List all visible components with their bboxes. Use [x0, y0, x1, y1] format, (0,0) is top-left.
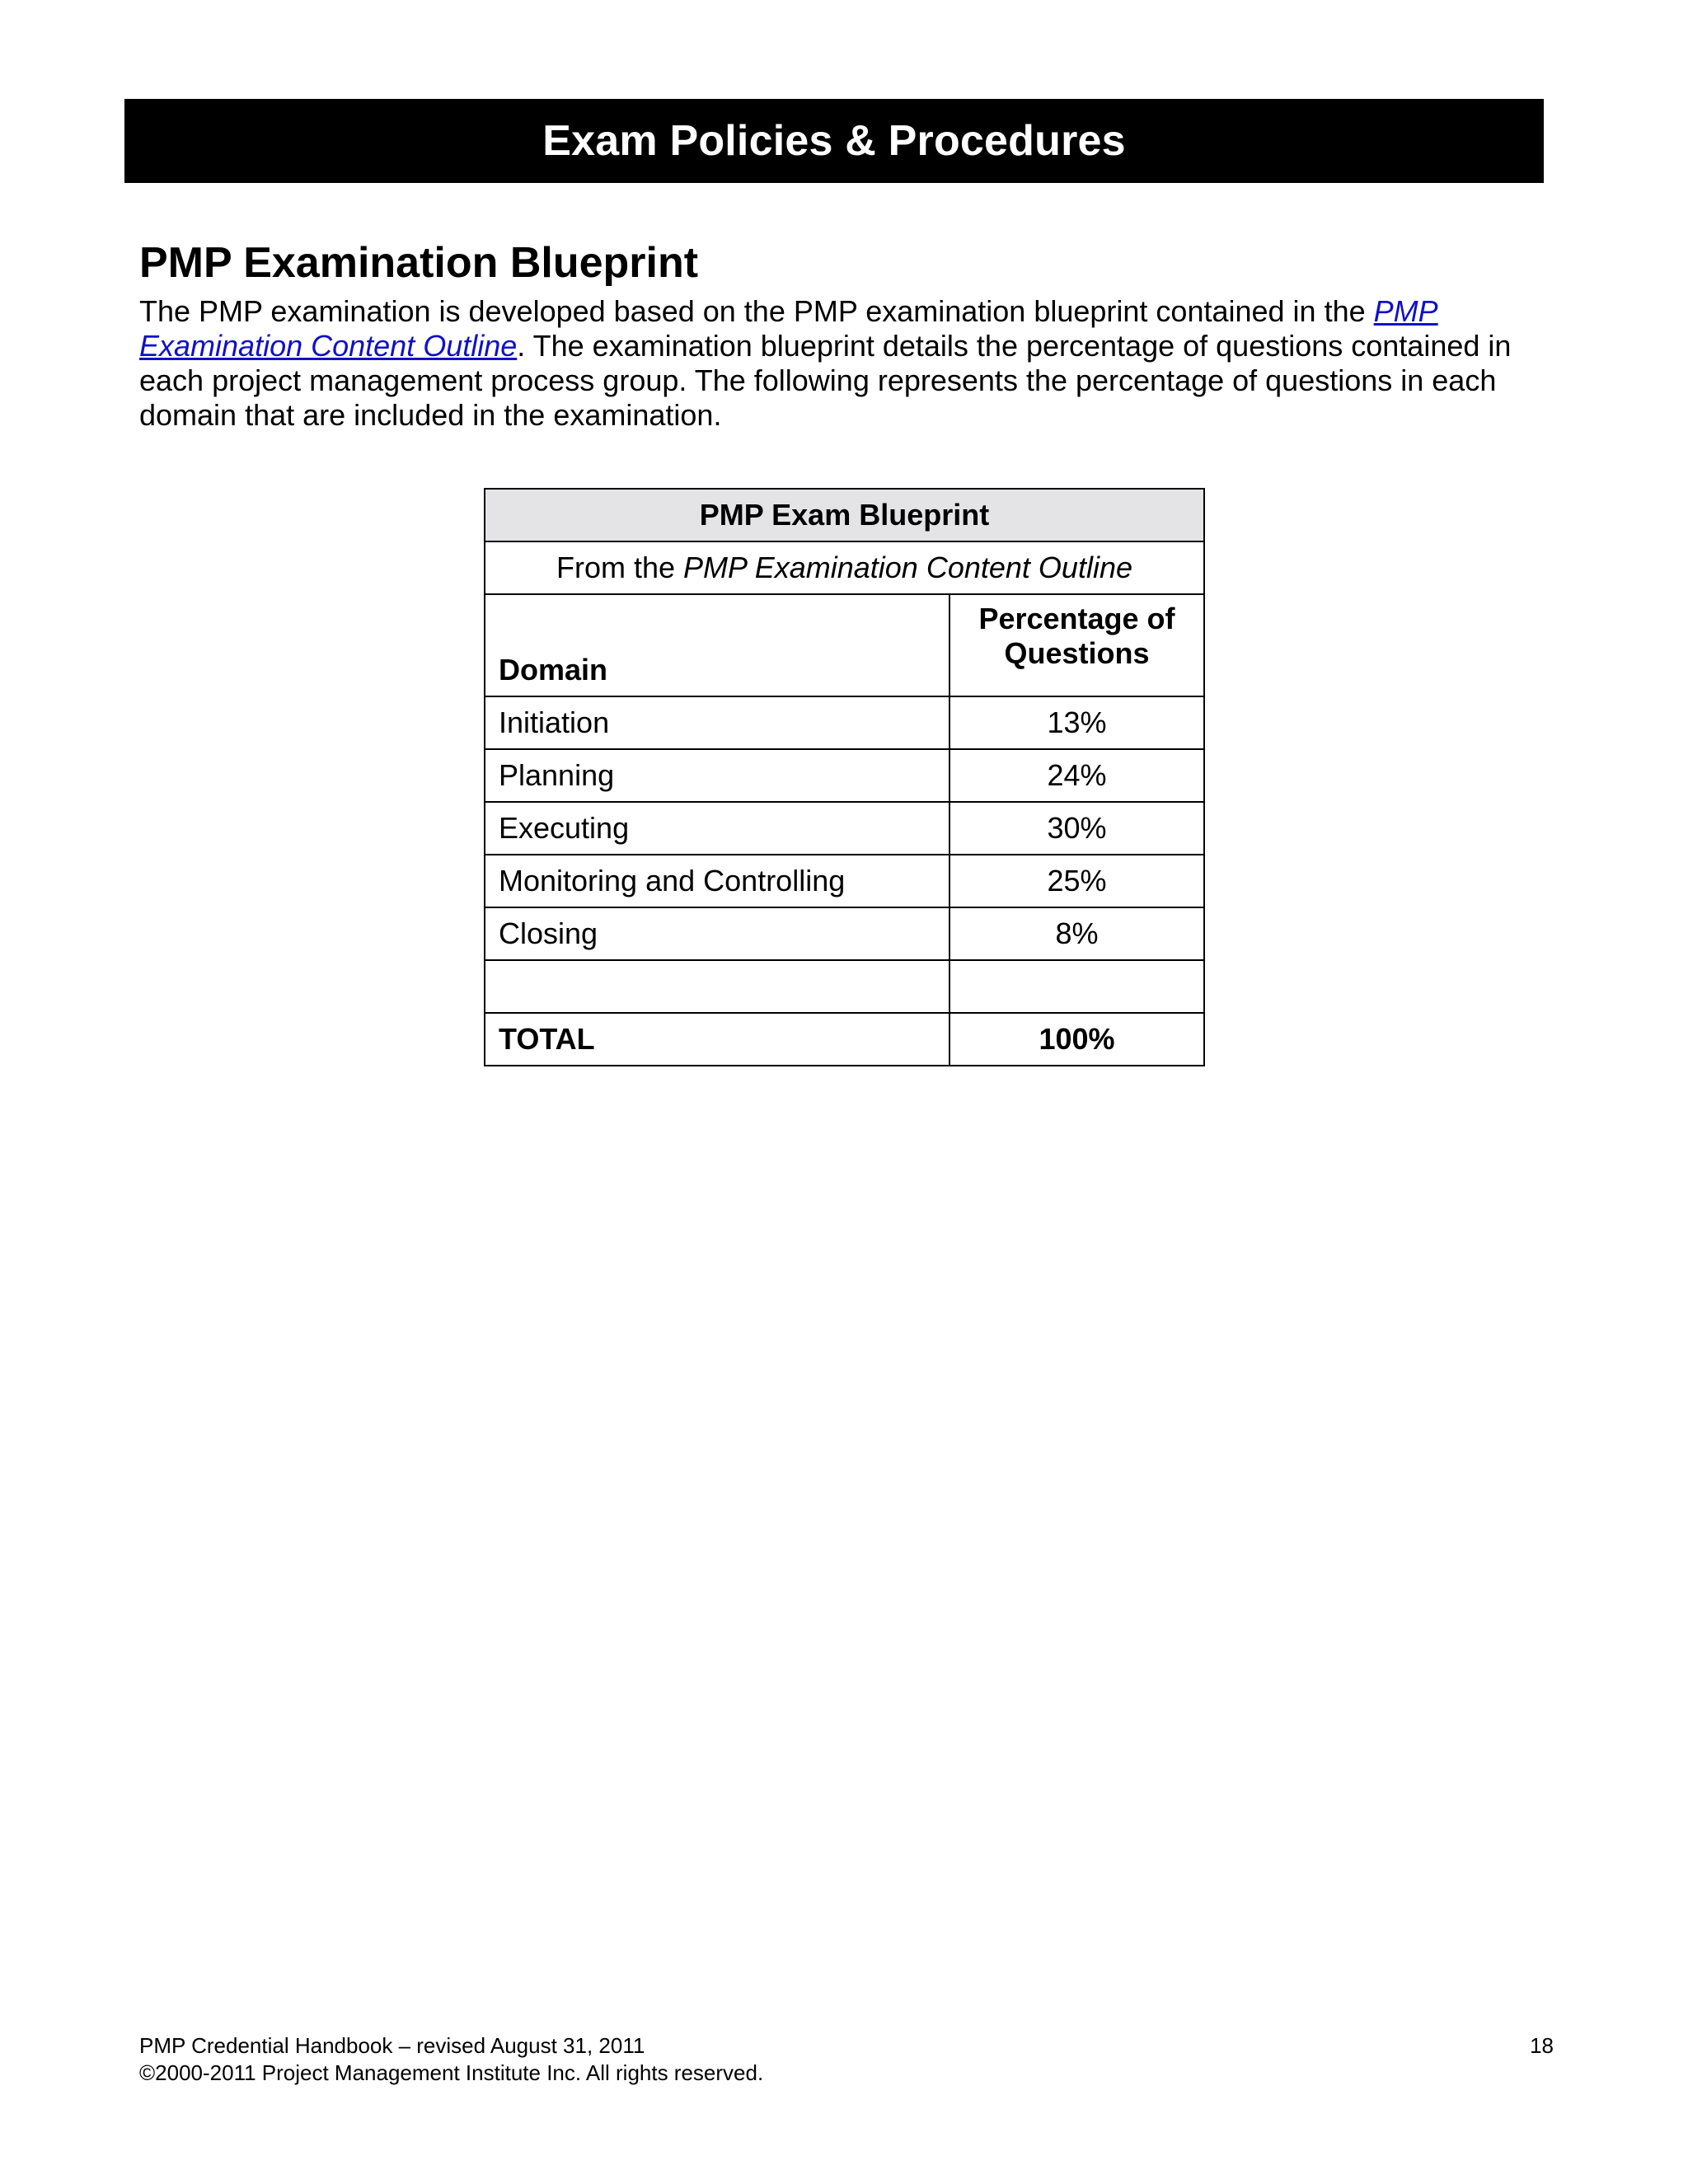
column-header-domain: Domain: [485, 594, 950, 696]
table-title: PMP Exam Blueprint: [485, 489, 1204, 541]
page-number: 18: [1530, 2033, 1554, 2058]
banner-title: Exam Policies & Procedures: [542, 117, 1126, 165]
percentage-cell: 13%: [950, 696, 1204, 749]
intro-text-before-link: The PMP examination is developed based on the PMP examination blueprint contained in the: [139, 294, 1374, 328]
table-subtitle-row: [485, 541, 1204, 594]
domain-cell: Initiation: [485, 696, 950, 749]
table-row: [485, 855, 1204, 907]
table-total-row: [485, 1013, 1204, 1066]
table-subtitle-prefix: From the: [556, 551, 684, 584]
domain-cell: Closing: [485, 907, 950, 960]
total-value: 100%: [950, 1013, 1204, 1066]
column-header-percentage-line2: Questions: [1004, 636, 1150, 670]
blueprint-table: [484, 488, 1205, 1066]
column-header-percentage-line1: Percentage of: [978, 602, 1175, 635]
table-subtitle-source: PMP Examination Content Outline: [683, 551, 1132, 584]
content-outline-link[interactable]: PMP Examination Content Outline: [139, 294, 1438, 363]
domain-cell: Executing: [485, 802, 950, 855]
table-subtitle: [485, 541, 1204, 594]
footer: [139, 2032, 763, 2087]
percentage-cell: 8%: [950, 907, 1204, 960]
domain-cell: Planning: [485, 749, 950, 802]
percentage-cell: [950, 960, 1204, 1013]
column-header-percentage: [950, 594, 1204, 696]
section-banner: [124, 99, 1544, 183]
table-row: [485, 907, 1204, 960]
table-row: [485, 749, 1204, 802]
intro-text-after-link: . The examination blueprint details the percentage of questions contained in each project management process group. The following represents the percentage of questions in each domain that are included in the examination.: [139, 329, 1512, 432]
footer-copyright: ©2000-2011 Project Management Institute Inc. All rights reserved.: [139, 2060, 764, 2085]
total-label: TOTAL: [485, 1013, 950, 1066]
domain-cell: Monitoring and Controlling: [485, 855, 950, 907]
percentage-cell: 24%: [950, 749, 1204, 802]
table-header-row: [485, 594, 1204, 696]
table-row: [485, 802, 1204, 855]
table-title-row: [485, 489, 1204, 541]
table-row-empty: [485, 960, 1204, 1013]
intro-paragraph: [139, 294, 1557, 433]
domain-cell: [485, 960, 950, 1013]
percentage-cell: 25%: [950, 855, 1204, 907]
table-row: [485, 696, 1204, 749]
page-title: PMP Examination Blueprint: [139, 239, 699, 287]
footer-handbook-revision: PMP Credential Handbook – revised August 31, 2011: [139, 2033, 645, 2058]
percentage-cell: 30%: [950, 802, 1204, 855]
